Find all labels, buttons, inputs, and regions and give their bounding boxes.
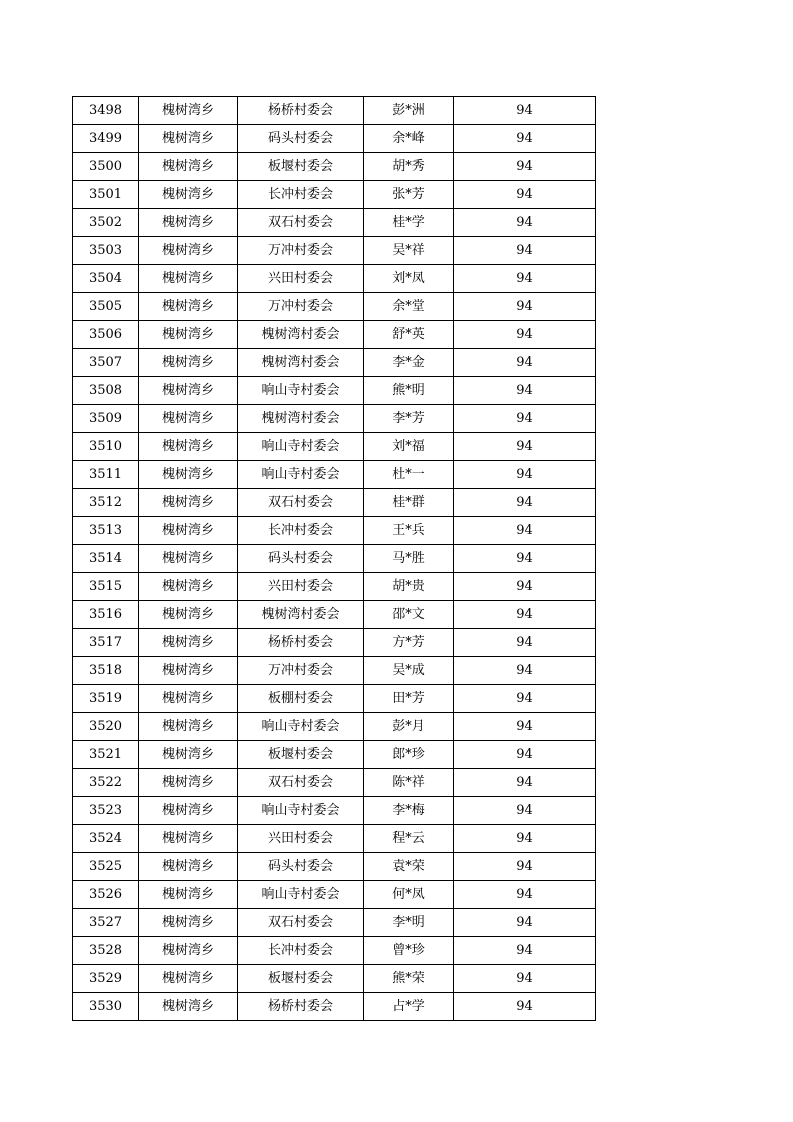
row-id-cell: 3503 — [73, 237, 139, 265]
row-id-cell: 3500 — [73, 153, 139, 181]
table-row — [73, 965, 596, 993]
row-id-cell: 3520 — [73, 713, 139, 741]
score-cell: 94 — [454, 601, 596, 629]
name-cell: 袁*荣 — [364, 853, 454, 881]
score-cell: 94 — [454, 573, 596, 601]
table-row — [73, 293, 596, 321]
town-cell: 槐树湾乡 — [139, 181, 238, 209]
table-row — [73, 629, 596, 657]
table-row — [73, 153, 596, 181]
name-cell: 李*金 — [364, 349, 454, 377]
row-id-cell: 3509 — [73, 405, 139, 433]
village-cell: 杨桥村委会 — [238, 993, 364, 1021]
village-cell: 响山寺村委会 — [238, 461, 364, 489]
village-cell: 双石村委会 — [238, 489, 364, 517]
village-cell: 万冲村委会 — [238, 657, 364, 685]
town-cell: 槐树湾乡 — [139, 601, 238, 629]
score-cell: 94 — [454, 741, 596, 769]
roster-table — [72, 96, 596, 1021]
name-cell: 田*芳 — [364, 685, 454, 713]
town-cell: 槐树湾乡 — [139, 461, 238, 489]
name-cell: 李*芳 — [364, 405, 454, 433]
row-id-cell: 3521 — [73, 741, 139, 769]
name-cell: 刘*凤 — [364, 265, 454, 293]
name-cell: 曾*珍 — [364, 937, 454, 965]
row-id-cell: 3516 — [73, 601, 139, 629]
village-cell: 码头村委会 — [238, 853, 364, 881]
town-cell: 槐树湾乡 — [139, 741, 238, 769]
row-id-cell: 3505 — [73, 293, 139, 321]
town-cell: 槐树湾乡 — [139, 965, 238, 993]
name-cell: 张*芳 — [364, 181, 454, 209]
name-cell: 彭*洲 — [364, 97, 454, 125]
town-cell: 槐树湾乡 — [139, 377, 238, 405]
name-cell: 马*胜 — [364, 545, 454, 573]
town-cell: 槐树湾乡 — [139, 657, 238, 685]
village-cell: 槐树湾村委会 — [238, 405, 364, 433]
name-cell: 程*云 — [364, 825, 454, 853]
name-cell: 彭*月 — [364, 713, 454, 741]
name-cell: 桂*学 — [364, 209, 454, 237]
name-cell: 胡*秀 — [364, 153, 454, 181]
town-cell: 槐树湾乡 — [139, 209, 238, 237]
table-row — [73, 97, 596, 125]
table-row — [73, 433, 596, 461]
name-cell: 胡*贵 — [364, 573, 454, 601]
village-cell: 槐树湾村委会 — [238, 349, 364, 377]
row-id-cell: 3508 — [73, 377, 139, 405]
village-cell: 板堰村委会 — [238, 153, 364, 181]
row-id-cell: 3506 — [73, 321, 139, 349]
score-cell: 94 — [454, 517, 596, 545]
town-cell: 槐树湾乡 — [139, 909, 238, 937]
name-cell: 李*明 — [364, 909, 454, 937]
score-cell: 94 — [454, 181, 596, 209]
village-cell: 兴田村委会 — [238, 825, 364, 853]
row-id-cell: 3527 — [73, 909, 139, 937]
town-cell: 槐树湾乡 — [139, 713, 238, 741]
row-id-cell: 3514 — [73, 545, 139, 573]
town-cell: 槐树湾乡 — [139, 769, 238, 797]
village-cell: 码头村委会 — [238, 545, 364, 573]
village-cell: 杨桥村委会 — [238, 97, 364, 125]
village-cell: 板棚村委会 — [238, 685, 364, 713]
row-id-cell: 3519 — [73, 685, 139, 713]
table-row — [73, 461, 596, 489]
row-id-cell: 3518 — [73, 657, 139, 685]
name-cell: 吴*祥 — [364, 237, 454, 265]
table-row — [73, 909, 596, 937]
score-cell: 94 — [454, 237, 596, 265]
name-cell: 熊*明 — [364, 377, 454, 405]
name-cell: 余*堂 — [364, 293, 454, 321]
row-id-cell: 3528 — [73, 937, 139, 965]
town-cell: 槐树湾乡 — [139, 825, 238, 853]
town-cell: 槐树湾乡 — [139, 405, 238, 433]
table-row — [73, 769, 596, 797]
row-id-cell: 3515 — [73, 573, 139, 601]
table-row — [73, 993, 596, 1021]
town-cell: 槐树湾乡 — [139, 685, 238, 713]
town-cell: 槐树湾乡 — [139, 881, 238, 909]
row-id-cell: 3499 — [73, 125, 139, 153]
name-cell: 方*芳 — [364, 629, 454, 657]
row-id-cell: 3501 — [73, 181, 139, 209]
name-cell: 李*梅 — [364, 797, 454, 825]
village-cell: 响山寺村委会 — [238, 713, 364, 741]
town-cell: 槐树湾乡 — [139, 545, 238, 573]
table-row — [73, 797, 596, 825]
village-cell: 码头村委会 — [238, 125, 364, 153]
score-cell: 94 — [454, 461, 596, 489]
row-id-cell: 3498 — [73, 97, 139, 125]
row-id-cell: 3510 — [73, 433, 139, 461]
table-row — [73, 265, 596, 293]
score-cell: 94 — [454, 349, 596, 377]
table-row — [73, 825, 596, 853]
row-id-cell: 3507 — [73, 349, 139, 377]
town-cell: 槐树湾乡 — [139, 517, 238, 545]
table-row — [73, 713, 596, 741]
score-cell: 94 — [454, 125, 596, 153]
name-cell: 杜*一 — [364, 461, 454, 489]
town-cell: 槐树湾乡 — [139, 489, 238, 517]
village-cell: 板堰村委会 — [238, 741, 364, 769]
town-cell: 槐树湾乡 — [139, 937, 238, 965]
table-row — [73, 349, 596, 377]
row-id-cell: 3513 — [73, 517, 139, 545]
score-cell: 94 — [454, 881, 596, 909]
village-cell: 长冲村委会 — [238, 517, 364, 545]
village-cell: 兴田村委会 — [238, 573, 364, 601]
score-cell: 94 — [454, 377, 596, 405]
name-cell: 何*凤 — [364, 881, 454, 909]
village-cell: 响山寺村委会 — [238, 433, 364, 461]
table-row — [73, 237, 596, 265]
village-cell: 双石村委会 — [238, 209, 364, 237]
score-cell: 94 — [454, 433, 596, 461]
town-cell: 槐树湾乡 — [139, 97, 238, 125]
table-row — [73, 545, 596, 573]
row-id-cell: 3511 — [73, 461, 139, 489]
row-id-cell: 3526 — [73, 881, 139, 909]
village-cell: 兴田村委会 — [238, 265, 364, 293]
score-cell: 94 — [454, 937, 596, 965]
row-id-cell: 3525 — [73, 853, 139, 881]
score-cell: 94 — [454, 657, 596, 685]
table-row — [73, 321, 596, 349]
village-cell: 长冲村委会 — [238, 181, 364, 209]
row-id-cell: 3512 — [73, 489, 139, 517]
row-id-cell: 3522 — [73, 769, 139, 797]
name-cell: 吴*成 — [364, 657, 454, 685]
table-row — [73, 881, 596, 909]
score-cell: 94 — [454, 545, 596, 573]
name-cell: 邵*文 — [364, 601, 454, 629]
row-id-cell: 3529 — [73, 965, 139, 993]
village-cell: 万冲村委会 — [238, 293, 364, 321]
village-cell: 万冲村委会 — [238, 237, 364, 265]
row-id-cell: 3504 — [73, 265, 139, 293]
table-row — [73, 853, 596, 881]
score-cell: 94 — [454, 153, 596, 181]
score-cell: 94 — [454, 853, 596, 881]
village-cell: 长冲村委会 — [238, 937, 364, 965]
name-cell: 余*峰 — [364, 125, 454, 153]
table-row — [73, 405, 596, 433]
name-cell: 郎*珍 — [364, 741, 454, 769]
score-cell: 94 — [454, 209, 596, 237]
table-row — [73, 209, 596, 237]
table-row — [73, 181, 596, 209]
name-cell: 桂*群 — [364, 489, 454, 517]
row-id-cell: 3523 — [73, 797, 139, 825]
row-id-cell: 3524 — [73, 825, 139, 853]
roster-table-body — [73, 97, 596, 1021]
score-cell: 94 — [454, 993, 596, 1021]
town-cell: 槐树湾乡 — [139, 433, 238, 461]
score-cell: 94 — [454, 629, 596, 657]
name-cell: 刘*福 — [364, 433, 454, 461]
town-cell: 槐树湾乡 — [139, 265, 238, 293]
table-row — [73, 741, 596, 769]
town-cell: 槐树湾乡 — [139, 993, 238, 1021]
table-row — [73, 517, 596, 545]
town-cell: 槐树湾乡 — [139, 573, 238, 601]
town-cell: 槐树湾乡 — [139, 797, 238, 825]
table-row — [73, 489, 596, 517]
table-row — [73, 573, 596, 601]
town-cell: 槐树湾乡 — [139, 237, 238, 265]
town-cell: 槐树湾乡 — [139, 125, 238, 153]
village-cell: 响山寺村委会 — [238, 377, 364, 405]
score-cell: 94 — [454, 769, 596, 797]
score-cell: 94 — [454, 97, 596, 125]
village-cell: 板堰村委会 — [238, 965, 364, 993]
score-cell: 94 — [454, 825, 596, 853]
village-cell: 槐树湾村委会 — [238, 601, 364, 629]
name-cell: 王*兵 — [364, 517, 454, 545]
table-row — [73, 685, 596, 713]
score-cell: 94 — [454, 321, 596, 349]
town-cell: 槐树湾乡 — [139, 293, 238, 321]
score-cell: 94 — [454, 965, 596, 993]
town-cell: 槐树湾乡 — [139, 321, 238, 349]
score-cell: 94 — [454, 909, 596, 937]
village-cell: 响山寺村委会 — [238, 797, 364, 825]
village-cell: 杨桥村委会 — [238, 629, 364, 657]
row-id-cell: 3530 — [73, 993, 139, 1021]
table-row — [73, 377, 596, 405]
village-cell: 槐树湾村委会 — [238, 321, 364, 349]
score-cell: 94 — [454, 489, 596, 517]
table-row — [73, 657, 596, 685]
name-cell: 舒*英 — [364, 321, 454, 349]
town-cell: 槐树湾乡 — [139, 853, 238, 881]
row-id-cell: 3517 — [73, 629, 139, 657]
score-cell: 94 — [454, 265, 596, 293]
table-row — [73, 937, 596, 965]
village-cell: 双石村委会 — [238, 769, 364, 797]
name-cell: 占*学 — [364, 993, 454, 1021]
table-row — [73, 601, 596, 629]
village-cell: 双石村委会 — [238, 909, 364, 937]
score-cell: 94 — [454, 713, 596, 741]
table-row — [73, 125, 596, 153]
score-cell: 94 — [454, 797, 596, 825]
score-cell: 94 — [454, 405, 596, 433]
score-cell: 94 — [454, 293, 596, 321]
row-id-cell: 3502 — [73, 209, 139, 237]
town-cell: 槐树湾乡 — [139, 349, 238, 377]
name-cell: 熊*荣 — [364, 965, 454, 993]
score-cell: 94 — [454, 685, 596, 713]
town-cell: 槐树湾乡 — [139, 629, 238, 657]
town-cell: 槐树湾乡 — [139, 153, 238, 181]
village-cell: 响山寺村委会 — [238, 881, 364, 909]
name-cell: 陈*祥 — [364, 769, 454, 797]
